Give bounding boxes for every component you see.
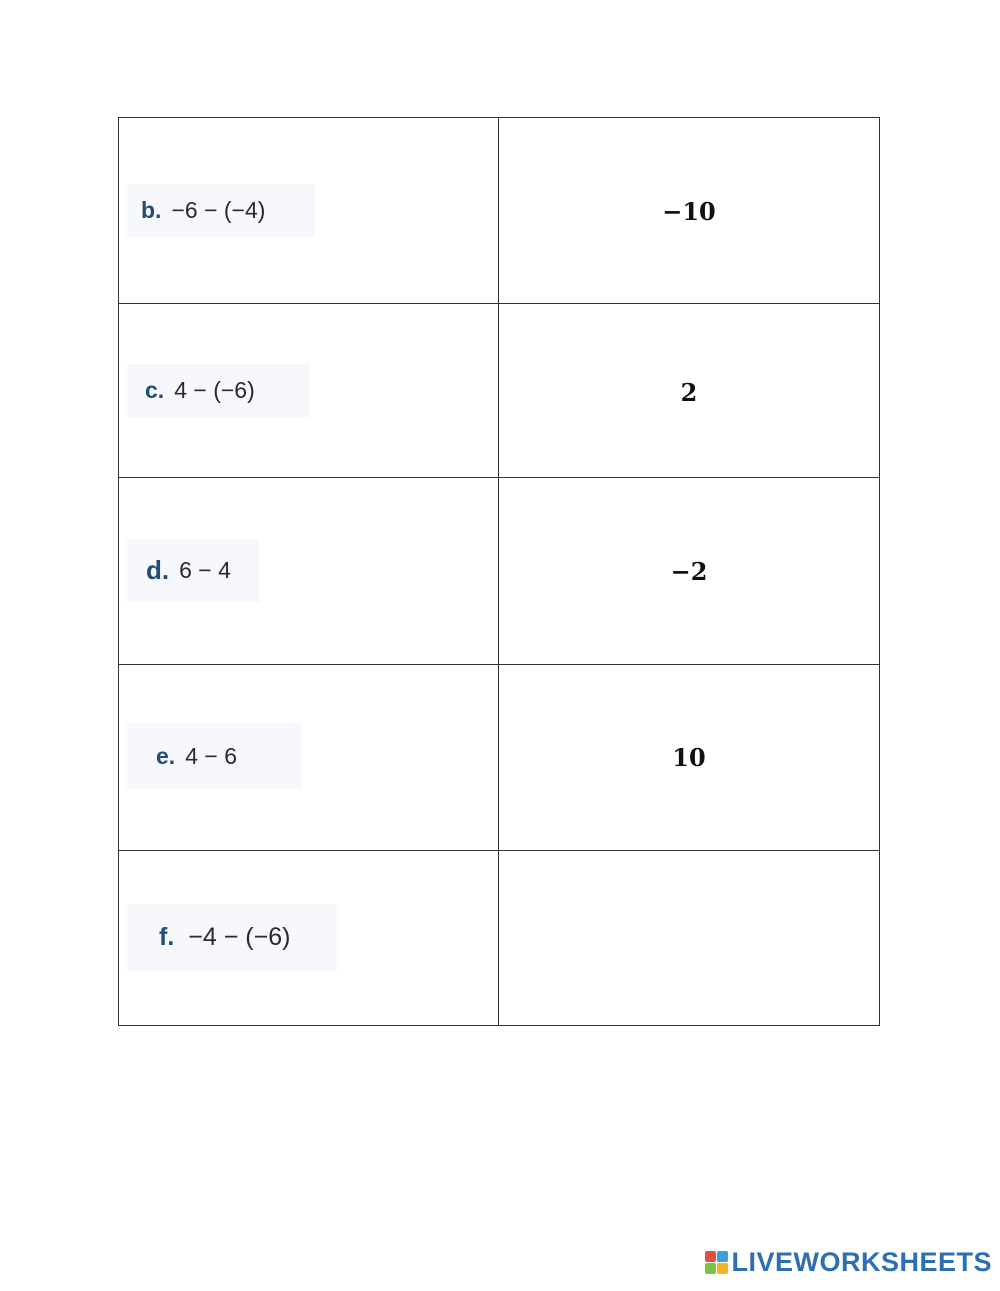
problem-f [127,904,337,971]
problem-letter: b. [141,197,162,223]
problem-expression: 4 − (−6) [174,377,255,403]
problem-cell [119,118,499,304]
table-row [119,118,880,304]
problem-e [127,723,302,789]
matching-table [118,117,880,1026]
answer-cell[interactable] [499,304,880,478]
table-row [119,304,880,478]
answer-cell-empty[interactable] [499,851,880,1026]
problem-cell [119,304,499,478]
answer-cell[interactable] [499,118,880,304]
answer-value[interactable]: 10 [672,743,706,772]
logo-tile [705,1251,716,1262]
problem-letter: c. [145,377,165,403]
problem-cell [119,851,499,1026]
problem-letter: e. [156,742,176,769]
problem-c [127,364,310,417]
problem-letter: d. [146,555,170,585]
problem-cell [119,478,499,665]
answer-value[interactable]: −2 [670,556,708,586]
answer-value[interactable]: −10 [662,197,716,226]
answer-cell[interactable] [499,665,880,851]
brand-name: LIVEWORKSHEETS [731,1247,992,1277]
problem-letter: f. [159,923,175,951]
liveworksheets-branding [705,1247,992,1278]
problem-expression: 6 − 4 [179,557,231,583]
problem-d [127,539,259,602]
problem-expression: −4 − (−6) [188,923,291,951]
table-row [119,851,880,1026]
problem-expression: 4 − 6 [185,742,237,769]
logo-tile [717,1263,728,1274]
logo-tile [705,1263,716,1274]
logo-tile [717,1251,728,1262]
table-row [119,665,880,851]
liveworksheets-logo-icon [705,1251,728,1274]
answer-cell[interactable] [499,478,880,665]
problem-b [127,184,315,237]
answer-value[interactable]: 2 [680,378,698,407]
problem-cell [119,665,499,851]
problem-expression: −6 − (−4) [171,197,266,223]
table-row [119,478,880,665]
